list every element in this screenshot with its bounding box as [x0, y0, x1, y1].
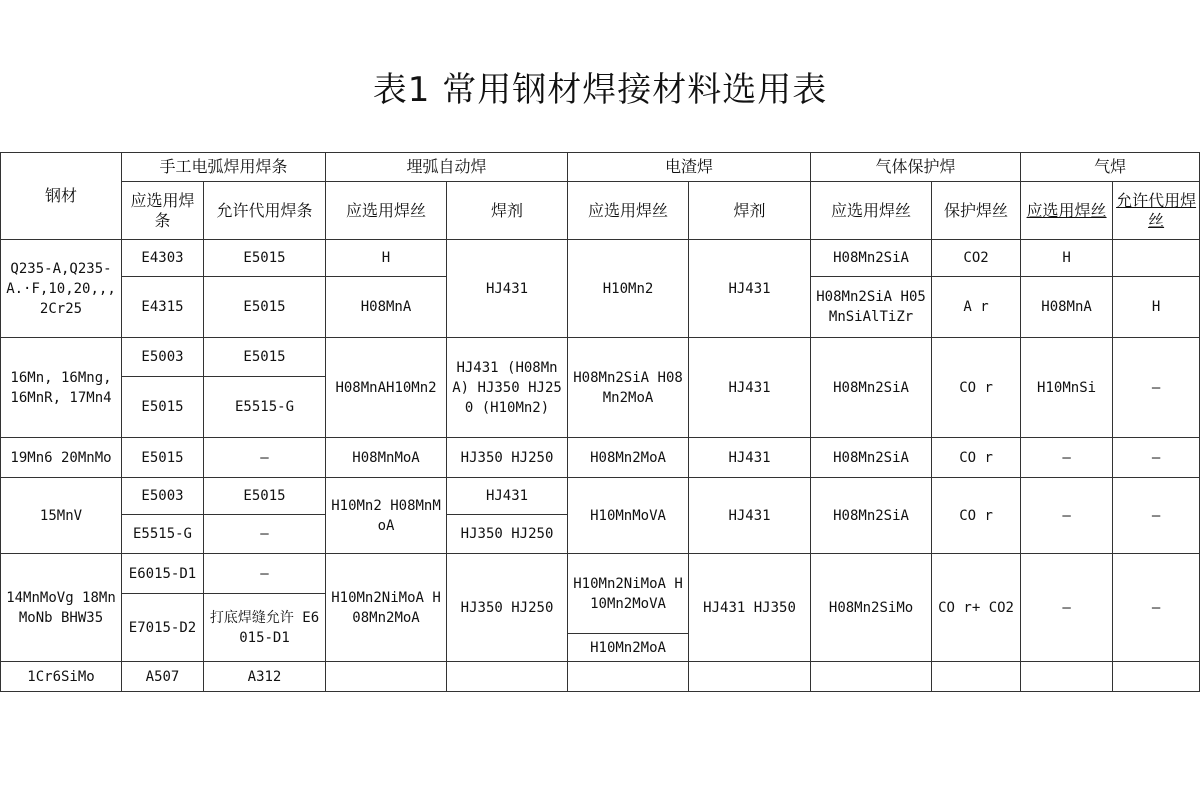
table-cell: H10Mn2NiMoA H08Mn2MoA: [326, 554, 447, 662]
table-cell: [1113, 662, 1200, 692]
table-cell: HJ350 HJ250: [447, 438, 568, 478]
table-row: [1, 554, 1200, 594]
table-cell: H08Mn2SiMo: [811, 554, 932, 662]
table-cell: H: [1021, 240, 1113, 277]
header-gas-welding-alternative: 允许代用焊丝: [1113, 182, 1200, 240]
header-gas-shielded-gas: 保护焊丝: [932, 182, 1021, 240]
table-cell: E5015: [204, 240, 326, 277]
table-cell: E5015: [122, 377, 204, 438]
table-cell: [447, 662, 568, 692]
table-cell: CO2: [932, 240, 1021, 277]
header-gas-shielded: 气体保护焊: [811, 153, 1021, 182]
table-cell: CO r: [932, 338, 1021, 438]
table-cell: H10Mn2NiMoA H10Mn2MoVA: [568, 554, 689, 634]
table-cell: HJ431: [689, 338, 811, 438]
table-cell: E5015: [204, 478, 326, 515]
table-cell: HJ431: [447, 240, 568, 338]
header-manual-preferred: 应选用焊条: [122, 182, 204, 240]
table-cell: H: [326, 240, 447, 277]
header-submerged-wire: 应选用焊丝: [326, 182, 447, 240]
table-cell: E7015-D2: [122, 594, 204, 662]
table-cell: E4315: [122, 277, 204, 338]
table-cell: H08MnA: [1021, 277, 1113, 338]
header-manual-alternative: 允许代用焊条: [204, 182, 326, 240]
table-cell: —: [204, 554, 326, 594]
table-cell: —: [1021, 478, 1113, 554]
table-cell: —: [1021, 554, 1113, 662]
steel-cell: Q235-A,Q235-A.·F,10,20,,,2Cr25: [1, 240, 122, 338]
table-row: [1, 478, 1200, 515]
table-cell: H08MnA: [326, 277, 447, 338]
steel-cell: 15MnV: [1, 478, 122, 554]
header-electroslag-flux: 焊剂: [689, 182, 811, 240]
header-manual-arc: 手工电弧焊用焊条: [122, 153, 326, 182]
table-cell: —: [1113, 438, 1200, 478]
table-cell: H10Mn2MoA: [568, 634, 689, 662]
table-cell: A312: [204, 662, 326, 692]
steel-cell: 14MnMoVg 18MnMoNb BHW35: [1, 554, 122, 662]
table-cell: HJ431: [689, 240, 811, 338]
table-cell: —: [1113, 554, 1200, 662]
table-cell: H: [1113, 277, 1200, 338]
header-gas-shielded-wire: 应选用焊丝: [811, 182, 932, 240]
table-cell: H08Mn2SiA: [811, 438, 932, 478]
table-cell: H10MnSi: [1021, 338, 1113, 438]
table-cell: HJ350 HJ250: [447, 554, 568, 662]
table-cell: H08MnMoA: [326, 438, 447, 478]
table-cell: HJ431 HJ350: [689, 554, 811, 662]
table-cell: E5515-G: [122, 515, 204, 554]
welding-material-table: [0, 152, 1200, 692]
table-cell: H08Mn2SiA H05MnSiAlTiZr: [811, 277, 932, 338]
table-cell: [1021, 662, 1113, 692]
table-cell: [1113, 240, 1200, 277]
table-cell: H08Mn2SiA: [811, 240, 932, 277]
table-row: [1, 338, 1200, 377]
table-cell: —: [1113, 478, 1200, 554]
table-cell: E5015: [122, 438, 204, 478]
table-cell: —: [1021, 438, 1113, 478]
table-cell: E6015-D1: [122, 554, 204, 594]
table-cell: HJ431 (H08MnA) HJ350 HJ250 (H10Mn2): [447, 338, 568, 438]
table-cell: H08Mn2SiA: [811, 478, 932, 554]
table-row: [1, 662, 1200, 692]
table-cell: HJ431: [689, 438, 811, 478]
table-cell: H10Mn2 H08MnMoA: [326, 478, 447, 554]
header-electroslag: 电渣焊: [568, 153, 811, 182]
table-cell: H10MnMoVA: [568, 478, 689, 554]
table-cell: H08MnAH10Mn2: [326, 338, 447, 438]
header-submerged-arc: 埋弧自动焊: [326, 153, 568, 182]
header-submerged-flux: 焊剂: [447, 182, 568, 240]
table-cell: CO r: [932, 438, 1021, 478]
table-cell: CO r: [932, 478, 1021, 554]
steel-cell: 1Cr6SiMo: [1, 662, 122, 692]
table-cell: [932, 662, 1021, 692]
table-cell: H10Mn2: [568, 240, 689, 338]
table-cell: A r: [932, 277, 1021, 338]
table-row: [1, 240, 1200, 277]
table-cell: E5015: [204, 277, 326, 338]
table-cell: HJ431: [447, 478, 568, 515]
header-gas-welding: 气焊: [1021, 153, 1200, 182]
table-cell: H08Mn2SiA H08Mn2MoA: [568, 338, 689, 438]
header-gas-welding-preferred: 应选用焊丝: [1021, 182, 1113, 240]
table-cell: H08Mn2MoA: [568, 438, 689, 478]
table-cell: CO r+ CO2: [932, 554, 1021, 662]
table-cell: H08Mn2SiA: [811, 338, 932, 438]
table-cell: E5515-G: [204, 377, 326, 438]
page-title: 表1 常用钢材焊接材料选用表: [372, 70, 828, 110]
table-cell: [326, 662, 447, 692]
steel-cell: 16Mn, 16Mng, 16MnR, 17Mn4: [1, 338, 122, 438]
header-electroslag-wire: 应选用焊丝: [568, 182, 689, 240]
table-cell: E5003: [122, 338, 204, 377]
table-cell: [568, 662, 689, 692]
table-cell: —: [204, 515, 326, 554]
table-cell: E4303: [122, 240, 204, 277]
table-cell: [811, 662, 932, 692]
table-cell: 打底焊缝允许 E6015-D1: [204, 594, 326, 662]
table-cell: HJ350 HJ250: [447, 515, 568, 554]
header-steel: 钢材: [1, 153, 122, 240]
table-cell: HJ431: [689, 478, 811, 554]
table-row: [1, 438, 1200, 478]
table-cell: A507: [122, 662, 204, 692]
steel-cell: 19Mn6 20MnMo: [1, 438, 122, 478]
table-cell: —: [204, 438, 326, 478]
table-cell: —: [1113, 338, 1200, 438]
table-cell: E5003: [122, 478, 204, 515]
table-cell: [689, 662, 811, 692]
table-cell: E5015: [204, 338, 326, 377]
